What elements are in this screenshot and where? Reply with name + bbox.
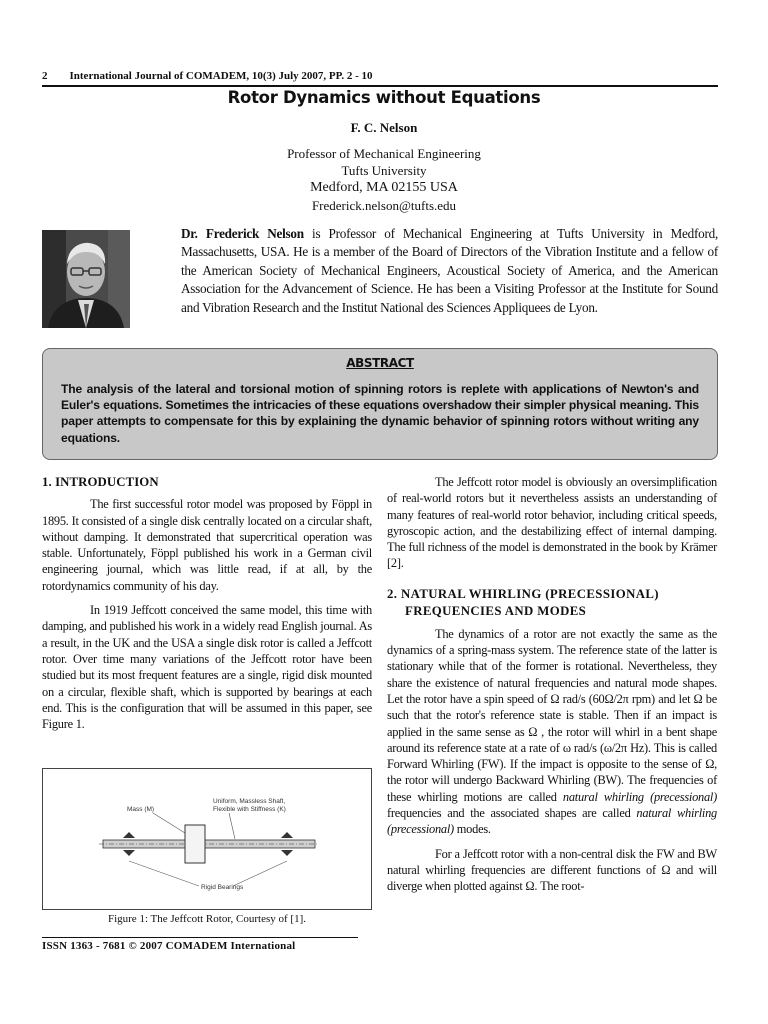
italic-term: natural whirling (precessional) xyxy=(562,789,717,804)
section-heading-line: FREQUENCIES AND MODES xyxy=(405,603,587,618)
footer-rule xyxy=(42,937,358,938)
affiliation-address: Medford, MA 02155 USA xyxy=(310,180,458,195)
author-portrait xyxy=(42,230,130,328)
paragraph-text: modes. xyxy=(453,822,491,837)
affiliation-university: Tufts University xyxy=(341,163,427,178)
author-bio xyxy=(181,225,718,317)
bio-text: is Professor of Mechanical Engineering at Tufts University in Medford, Massachusetts, USA. He is a member of the Board of Directors of the Vibration Institute and a fellow of the American Society of Mechanical Engineers, Acoustical Society of America, and the American Association for the Advancement of Science. He has been a Visiting Professor at the Institute for Sound and Vibration Research and the Institut National des Sciences Appliquees de Lyon. xyxy=(181,226,718,315)
left-column xyxy=(42,474,372,732)
figure-label-shaft-2: Flexible with Stiffness (K) xyxy=(213,806,286,813)
abstract-text: The analysis of the lateral and torsional motion of spinning rotors is replete with applications of Newton's and Euler's equations. Sometimes the intricacies of these equations overshadow their simpler physical meaning. This paper attempts to compensate for this by explaining the dynamic behavior of spinning rotors without writing any equations. xyxy=(61,382,699,445)
bio-author-name: Dr. Frederick Nelson xyxy=(181,226,304,241)
italic-term: natural whirling (precessional) xyxy=(387,806,717,837)
affiliation-position: Professor of Mechanical Engineering xyxy=(287,146,481,161)
right-column xyxy=(387,474,717,895)
section-heading-introduction: 1. INTRODUCTION xyxy=(42,475,159,489)
figure-label-bearings: Rigid Bearings xyxy=(201,884,244,891)
figure-label-mass: Mass (M) xyxy=(127,806,155,813)
abstract-heading: ABSTRACT xyxy=(346,356,414,370)
running-header xyxy=(42,70,718,82)
paragraph: In 1919 Jeffcott conceived the same model, this time with damping, and published his work in a widely read English journal. As a result, in the UK and the USA a single disk rotor is called a Jeffcott rotor. Over time many variations of the Jeffcott rotor have been studied but its most frequent features are a single, rigid disk mounted on a circular, flexible shaft, which is supported by bearings at each end. This is the configuration that will be assumed in this paper, see Figure 1. xyxy=(42,603,372,732)
paragraph xyxy=(387,626,717,838)
journal-citation: International Journal of COMADEM, 10(3) July 2007, PP. 2 - 10 xyxy=(69,70,373,82)
header-rule xyxy=(42,85,718,87)
section-heading-line: 2. NATURAL WHIRLING (PRECESSIONAL) xyxy=(387,586,659,601)
author-name: F. C. Nelson xyxy=(350,120,418,135)
footer-issn: ISSN 1363 - 7681 © 2007 COMADEM International xyxy=(42,940,296,952)
paragraph-text: frequencies and the associated shapes are called xyxy=(387,806,637,821)
figure-label-shaft-1: Uniform, Massless Shaft, xyxy=(213,798,286,805)
page-number: 2 xyxy=(42,70,48,82)
paragraph-text: The dynamics of a rotor are not exactly the same as the dynamics of a spring-mass system. The reference state of the latter is stationary while that of the former is rotational. Nevertheless, they share the existence of natural frequencies and natural mode shapes. Let the rotor have a spin speed of Ω rad/s (60Ω/2π rpm) and let Ω be such that the rotor's reference state is stable. Then if an impact is applied in the same sense as Ω , the rotor will whirl in a bent shape around its reference state at a rate of ω rad/s (ω/2π Hz). This is called Forward Whirling (FW). If the impact is opposite to the sense of Ω, the rotor will undergo Backward Whirling (BW). The frequencies of these whirling motions are called xyxy=(387,626,717,804)
author-email[interactable]: Frederick.nelson@tufts.edu xyxy=(311,198,457,213)
section-heading-natural-whirling xyxy=(387,586,717,620)
paragraph: For a Jeffcott rotor with a non-central disk the FW and BW natural whirling frequencies are different functions of Ω and will diverge when plotted against Ω. The root- xyxy=(387,846,717,894)
figure-caption: Figure 1: The Jeffcott Rotor, Courtesy of [1]. xyxy=(107,913,307,925)
paragraph: The first successful rotor model was proposed by Föppl in 1895. It consisted of a single disk centrally located on a circular shaft, without damping. It demonstrated that supercritical operation was stable. Unfortunately, Föppl published his work in a German civil engineering journal, which was little read, if at all, by the rotordynamics community of his day. xyxy=(42,497,372,593)
figure-jeffcott-rotor xyxy=(42,768,372,910)
paper-title: Rotor Dynamics without Equations xyxy=(227,88,541,107)
paragraph: The Jeffcott rotor model is obviously an oversimplification of real-world rotors but it nevertheless assists an understanding of many features of real-world rotor behavior, including critical speeds, gyroscopic action, and the destabilizing effect of internal damping. The full richness of the model is demonstrated in the book by Krämer [2]. xyxy=(387,475,717,571)
